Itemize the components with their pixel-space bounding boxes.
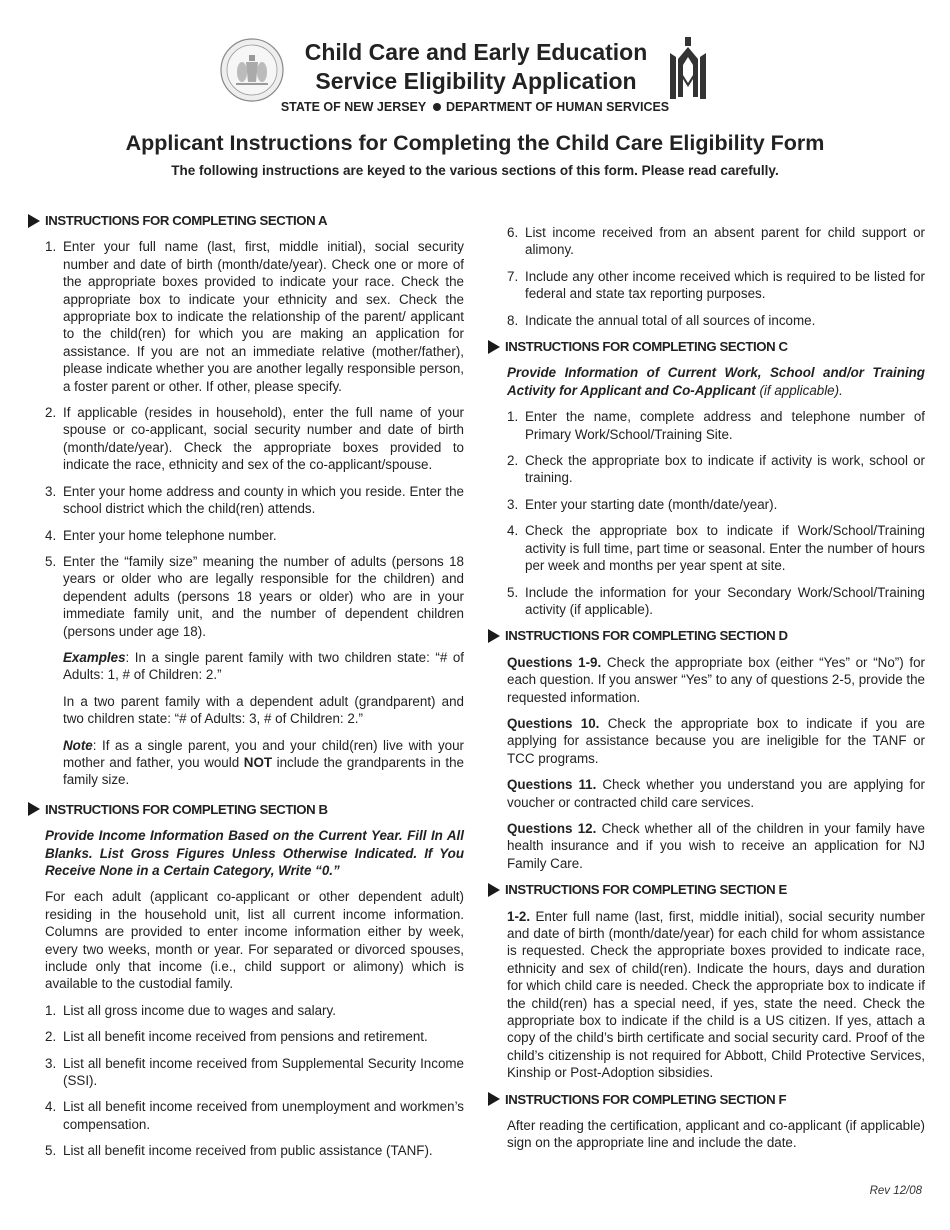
list-item <box>507 268 925 303</box>
section-f-text: After reading the certification, applicant and co-applicant (if applicable) sign on the appropriate line and include the date. <box>507 1118 925 1151</box>
question-text: Check whether you understand you are applying for voucher or contracted child care services. <box>507 777 925 810</box>
item-number: 2. <box>45 1029 57 1045</box>
header <box>0 0 950 118</box>
section-e-body <box>507 908 925 1082</box>
list-item <box>507 408 925 443</box>
triangle-bullet-icon <box>28 802 40 816</box>
department-name: DEPARTMENT OF HUMAN SERVICES <box>445 100 670 114</box>
page-subtitle: The following instructions are keyed to the various sections of this form. Please read carefully. <box>171 163 779 178</box>
section-heading-label: INSTRUCTIONS FOR COMPLETING SECTION B <box>45 801 328 817</box>
section-e-text: Enter full name (last, first, middle initial), social security number and date of birth (month/date/year) for each child for whom assistance is requested. Check the appropriate boxes provided to indicate race, ethnicity and sex of child(ren). Indicate the hours, days and duration for which child care is needed. Check the appropriate box to indicate if the child(ren) has a special need, if yes, state the need. Check the appropriate box to indicate if the child is a US citizen. If yes, attach a copy of the child’s birth certificate and social security card. Proof of the child’s citizenship is not required for Abbott, Child Protective Services, Kinship or Post-Adoption sibsidies. <box>507 908 925 1081</box>
list-item <box>45 1055 464 1090</box>
section-a-heading <box>28 212 464 229</box>
item-number: 4. <box>45 527 57 543</box>
item-text: List all benefit income received from public assistance (TANF). <box>63 1143 433 1159</box>
title-line-1: Child Care and Early Education <box>304 39 648 65</box>
item-text: Enter your home address and county in which you reside. Enter the school district which the child(ren) attends. <box>63 483 464 517</box>
section-b-continued <box>507 224 925 329</box>
item-text: Include the information for your Secondary Work/School/Training activity (if applicable). <box>525 584 925 617</box>
question-text: Check the appropriate box (either “Yes” or “No”) for each question. If you answer “Yes” to any of questions 2-5, provide the requested information. <box>507 654 925 705</box>
item-number: 5. <box>507 584 519 600</box>
section-c-emphasis-text: Provide Information of Current Work, School and/or Training Activity for Applicant and Co-Applicant <box>507 365 925 398</box>
item-text: List all benefit income received from Supplemental Security Income (SSI). <box>63 1055 464 1089</box>
section-f-body <box>507 1117 925 1152</box>
two-parent-paragraph: In a two parent family with a dependent adult (grandparent) and two children state: “# of Adults: 3, # of Children: 2.” <box>63 693 464 727</box>
item-text: Enter your starting date (month/date/year). <box>525 496 778 512</box>
item-text: List income received from an absent parent for child support or alimony. <box>525 225 925 258</box>
item-text: If applicable (resides in household), enter the full name of your spouse or co-applicant, social security number and date of birth (month/date/year). Check the appropriate boxes provided to indicate the race, ethnicity and sex of the co-applicant/spouse. <box>63 405 464 473</box>
item-number: 3. <box>45 1055 57 1071</box>
item-text: Indicate the annual total of all sources of income. <box>525 312 816 328</box>
list-item <box>507 584 925 619</box>
section-heading-label: INSTRUCTIONS FOR COMPLETING SECTION C <box>505 339 788 355</box>
item-text: List all benefit income received from pensions and retirement. <box>63 1029 428 1045</box>
item-text: Enter the name, complete address and telephone number of Primary Work/School/Training Site. <box>525 409 925 442</box>
question-paragraph <box>507 654 925 706</box>
item-text: List all gross income due to wages and salary. <box>63 1002 336 1018</box>
question-paragraph <box>507 776 925 811</box>
revision-label: Rev 12/08 <box>869 1185 922 1197</box>
section-heading-label: INSTRUCTIONS FOR COMPLETING SECTION F <box>505 1091 787 1107</box>
item-number: 1. <box>45 1002 57 1018</box>
triangle-bullet-icon <box>488 629 500 643</box>
item-number: 2. <box>507 453 519 469</box>
section-e-heading <box>488 881 925 898</box>
page-title: Applicant Instructions for Completing the Child Care Eligibility Form <box>125 131 825 155</box>
list-item <box>507 522 925 574</box>
section-f-heading <box>488 1091 925 1108</box>
triangle-bullet-icon <box>488 340 500 354</box>
list-item <box>45 1002 464 1019</box>
note-text-end: include the grandparents in the family size. <box>63 754 464 788</box>
item-number: 7. <box>507 268 519 284</box>
item-number: 5. <box>45 1143 57 1159</box>
note-paragraph <box>63 737 464 789</box>
section-c-heading <box>488 338 925 355</box>
list-item <box>507 224 925 259</box>
title-line-2: Service Eligibility Application <box>315 68 637 94</box>
section-d-heading <box>488 627 925 644</box>
section-b-heading <box>28 801 464 818</box>
list-item <box>507 496 925 513</box>
item-number: 1. <box>45 239 57 255</box>
note-text: : If as a single parent, you and your child(ren) live with your mother and father, you would <box>63 737 464 770</box>
note-label: Note <box>63 737 93 753</box>
item-text: Enter your full name (last, first, middle initial), social security number and date of birth (month/date/year). Check one or more of the appropriate boxes provided to indicate your race. Check the appropriate box to indicate your ethnicity and sex. Check the appropriate box to indicate the relationship of the parent/ applicant to the child(ren) for which you are making an application for assistance. If you are not an immediate relative (mother/father), please indicate whether you are another legally responsible person, a foster parent or other. If other, please specify. <box>63 239 464 394</box>
section-e-paragraph <box>507 908 925 1082</box>
item-number: 6. <box>507 225 519 240</box>
item-number: 3. <box>507 496 519 512</box>
question-text: Check the appropriate box to indicate if you are applying for assistance because you are ineligible for the TANF or TCC programs. <box>507 715 925 766</box>
list-item <box>45 238 464 395</box>
section-heading-label: INSTRUCTIONS FOR COMPLETING SECTION D <box>505 628 788 644</box>
section-heading-label: INSTRUCTIONS FOR COMPLETING SECTION E <box>505 882 787 898</box>
item-number: 8. <box>507 312 519 328</box>
examples-paragraph <box>63 649 464 684</box>
list-item <box>507 452 925 487</box>
examples-text: : In a single parent family with two children state: “# of Adults: 1, # of Children: 2.” <box>63 649 464 683</box>
section-b-intro: For each adult (applicant co-applicant or other dependent adult) residing in the household unit, list all current income information. Columns are provided to enter income information either by week, every two weeks, month or year. For separated or divorced spouses, include only that income (i.e., child support or alimony) which is available to the custodial family. <box>45 889 464 992</box>
state-name: STATE OF NEW JERSEY <box>280 100 427 114</box>
list-item <box>45 404 464 474</box>
state-seal-icon <box>220 38 284 102</box>
question-paragraph <box>507 715 925 767</box>
section-c-body <box>507 364 925 618</box>
list-item <box>45 527 464 544</box>
question-label: Questions 11. <box>507 777 597 793</box>
triangle-bullet-icon <box>488 1092 500 1106</box>
item-text: Check the appropriate box to indicate if Work/School/Training activity is full time, part time or seasonal. Enter the number of hours per week and months per year spent at site. <box>525 523 925 574</box>
question-label: Questions 12. <box>507 820 597 836</box>
item-number: 4. <box>45 1099 57 1115</box>
left-column <box>28 212 464 1169</box>
triangle-bullet-icon <box>28 214 40 228</box>
question-text: Check whether all of the children in your family have health insurance and if you wish to receive an application for NJ Family Care. <box>507 820 925 871</box>
list-item <box>45 1098 464 1133</box>
section-b-emphasis: Provide Income Information Based on the Current Year. Fill In All Blanks. List Gross Figures Unless Otherwise Indicated. If You Receive None in a Certain Category, Write “0.” <box>45 828 464 878</box>
form-title <box>290 38 662 96</box>
agency-line <box>262 100 688 114</box>
question-paragraph <box>507 820 925 872</box>
dhs-logo-icon <box>668 37 708 101</box>
list-item <box>45 553 464 640</box>
section-heading-label: INSTRUCTIONS FOR COMPLETING SECTION A <box>45 213 328 228</box>
item-number: 4. <box>507 523 519 539</box>
list-item <box>45 1028 464 1045</box>
list-item <box>45 1142 464 1159</box>
item-text: List all benefit income received from unemployment and workmen’s compensation. <box>63 1099 464 1132</box>
right-column <box>488 224 925 1161</box>
section-a-body <box>45 238 464 788</box>
question-label: Questions 10. <box>507 715 600 731</box>
list-item <box>45 483 464 518</box>
list-item <box>507 312 925 329</box>
examples-label: Examples <box>63 649 126 665</box>
item-number: 1. <box>507 409 519 425</box>
section-c-emphasis-suffix: (if applicable). <box>755 382 843 398</box>
item-number: 5. <box>45 553 57 569</box>
section-e-label: 1-2. <box>507 908 531 924</box>
section-b-body <box>45 827 464 1160</box>
section-c-emphasis <box>507 364 925 399</box>
triangle-bullet-icon <box>488 883 500 897</box>
question-label: Questions 1-9. <box>507 654 602 670</box>
item-text: Check the appropriate box to indicate if activity is work, school or training. <box>525 453 925 486</box>
item-text: Enter your home telephone number. <box>63 527 277 543</box>
bullet-icon <box>433 103 441 111</box>
item-text: Include any other income received which is required to be listed for federal and state tax reporting purposes. <box>525 268 925 302</box>
item-number: 2. <box>45 405 57 421</box>
item-number: 3. <box>45 483 57 499</box>
section-d-body <box>507 654 925 872</box>
note-not: NOT <box>243 754 273 770</box>
item-text: Enter the “family size” meaning the number of adults (persons 18 years or older who are legally responsible for the children) and dependent adults (persons 18 years or older) who are in your immediate family unit, and the number of dependent children (persons under age 18). <box>63 553 464 639</box>
